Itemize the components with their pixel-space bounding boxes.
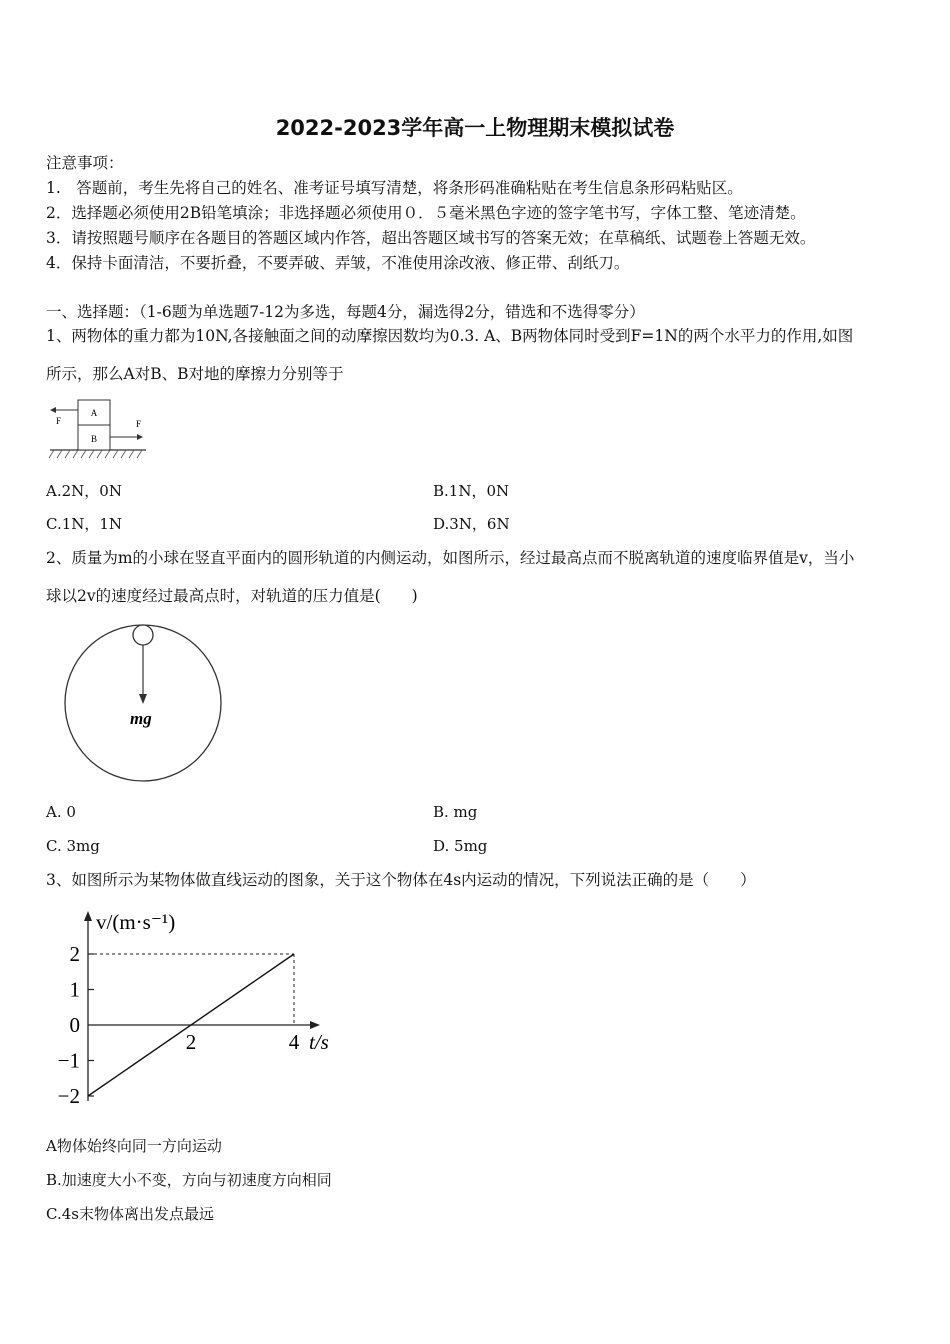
q1-blocks-figure — [46, 392, 150, 464]
q1-stem-line2: 所示，那么A对B、B对地的摩擦力分别等于 — [46, 365, 344, 383]
y-axis-arrowhead — [84, 911, 92, 921]
y-tick-label: −2 — [57, 1084, 80, 1108]
force-right-label: F — [136, 419, 142, 429]
notice-item: 4．保持卡面清洁，不要折叠，不要弄破、弄皱，不准使用涂改液、修正带、刮纸刀。 — [46, 254, 630, 272]
ball — [133, 625, 153, 645]
q2-option-b: B. mg — [433, 803, 478, 821]
x-tick-label: 4 — [288, 1030, 300, 1054]
gravity-label: mg — [130, 709, 152, 728]
block-b-label: B — [90, 434, 98, 444]
y-tick-label: 0 — [69, 1013, 80, 1037]
x-axis-label: t/s — [309, 1030, 329, 1054]
notice-item: 2．选择题必须使用2B铅笔填涂；非选择题必须使用０．５毫米黑色字迹的签字笔书写，字体工整、笔迹清楚。 — [46, 204, 806, 222]
q3-vt-chart — [52, 905, 352, 1110]
y-tick-label: 2 — [69, 942, 80, 966]
q2-stem-line2: 球以2v的速度经过最高点时，对轨道的压力值是( ) — [46, 587, 418, 605]
q3-stem: 3、如图所示为某物体做直线运动的图象，关于这个物体在4s内运动的情况，下列说法正确的是（ ） — [46, 871, 756, 889]
block-a-label: A — [90, 408, 98, 418]
q3-option-b: B.加速度大小不变，方向与初速度方向相同 — [46, 1171, 332, 1189]
notice-heading: 注意事项： — [46, 154, 124, 172]
q2-option-d: D. 5mg — [433, 837, 488, 855]
q3-option-a: A物体始终向同一方向运动 — [46, 1137, 222, 1155]
q1-stem-line1: 1、两物体的重力都为10N,各接触面之间的动摩擦因数均为0.3. A、B两物体同时受到F=1N的两个水平力的作用,如图 — [46, 327, 854, 345]
q2-option-a: A. 0 — [46, 803, 76, 821]
force-left-label: F — [56, 416, 62, 426]
x-axis-arrowhead — [310, 1021, 320, 1029]
q1-option-c: C.1N，1N — [46, 515, 123, 533]
y-tick-label: −1 — [57, 1048, 80, 1073]
q2-option-c: C. 3mg — [46, 837, 100, 855]
section-heading: 一、选择题：（1-6题为单选题7-12为多选，每题4分，漏选得2分，错选和不选得零分） — [46, 303, 645, 321]
q1-option-a: A.2N，0N — [46, 482, 122, 500]
q2-circle-track-figure — [60, 618, 230, 788]
q1-option-d: D.3N，6N — [433, 515, 510, 533]
q1-option-b: B.1N，0N — [433, 482, 510, 500]
notice-item: 3．请按照题号顺序在各题目的答题区域内作答，超出答题区域书写的答案无效；在草稿纸、试题卷上答题无效。 — [46, 229, 816, 247]
y-tick-label: 1 — [69, 977, 80, 1002]
page-title: 2022-2023学年高一上物理期末模拟试卷 — [275, 116, 675, 140]
q3-option-c: C.4s末物体离出发点最远 — [46, 1205, 214, 1223]
x-tick-label: 2 — [185, 1030, 197, 1054]
q2-stem-line1: 2、质量为m的小球在竖直平面内的圆形轨道的内侧运动，如图所示，经过最高点而不脱离轨道的速度临界值是v，当小 — [46, 549, 855, 567]
notice-item: 1. 答题前，考生先将自己的姓名、准考证号填写清楚，将条形码准确粘贴在考生信息条形码粘贴区。 — [46, 179, 743, 197]
y-axis-label: v/(m·s⁻¹) — [96, 910, 176, 934]
